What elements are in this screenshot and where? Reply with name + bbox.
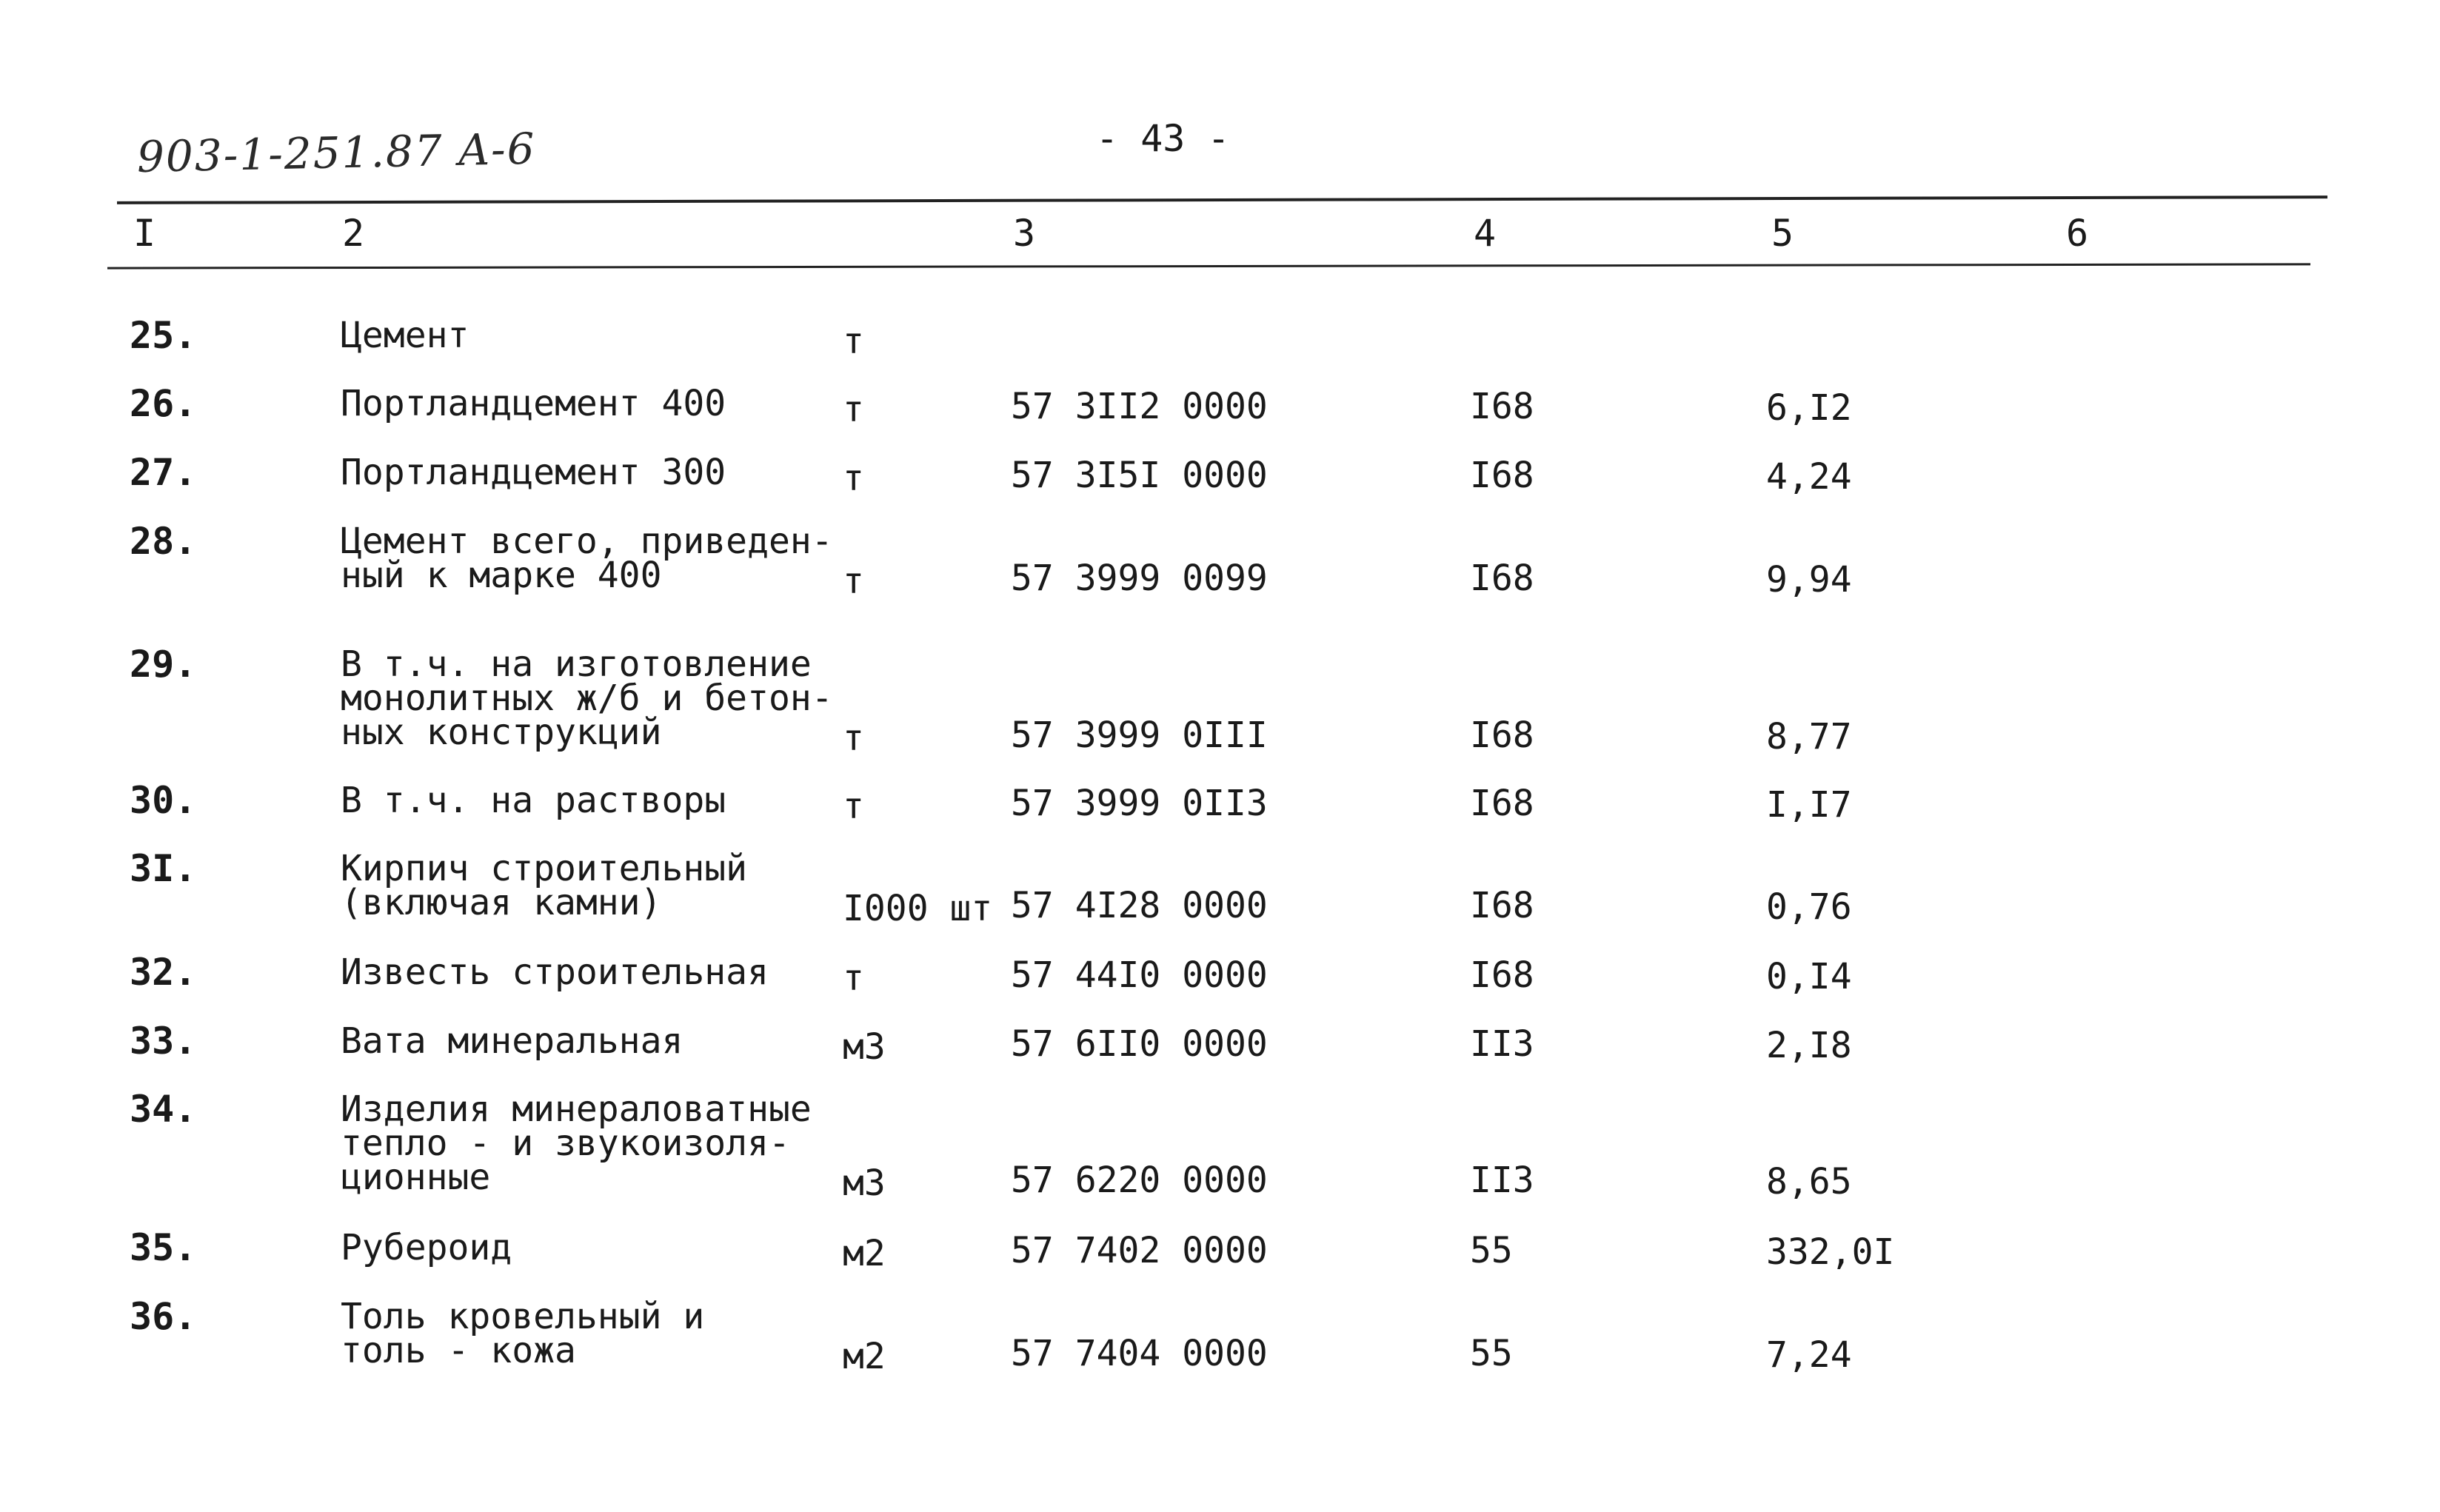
material-name — [341, 848, 748, 923]
column-4-value: II3 — [1470, 1160, 1534, 1201]
unit-of-measure: т — [843, 717, 864, 759]
row-number: 34. — [130, 1088, 197, 1131]
product-code: 57 7402 0000 — [1011, 1230, 1268, 1271]
material-name — [341, 1296, 705, 1371]
product-code: 57 3999 0III — [1011, 715, 1268, 756]
column-5-value: I,I7 — [1766, 784, 1852, 826]
column-4-value: I68 — [1470, 715, 1534, 756]
row-number: 32. — [130, 951, 197, 994]
column-header-4: 4 — [1474, 212, 1497, 255]
unit-of-measure: I000 шт — [843, 888, 993, 929]
column-4-value: II3 — [1470, 1023, 1534, 1065]
row-number: 33. — [130, 1020, 197, 1063]
product-code: 57 6220 0000 — [1011, 1160, 1268, 1201]
product-code: 57 3999 0099 — [1011, 558, 1268, 599]
row-number: 30. — [130, 779, 197, 822]
column-4-value: I68 — [1470, 455, 1534, 496]
unit-of-measure: т — [843, 458, 864, 499]
row-number: 25. — [130, 314, 197, 357]
material-name-line: монолитных ж/б и бетон- — [341, 678, 833, 719]
page-number: - 43 - — [1096, 117, 1230, 160]
column-4-value: 55 — [1470, 1333, 1513, 1374]
material-name — [341, 1227, 512, 1268]
column-4-value: I68 — [1470, 783, 1534, 824]
product-code: 57 44I0 0000 — [1011, 954, 1268, 996]
unit-of-measure: т — [843, 321, 864, 362]
material-name — [341, 951, 769, 993]
material-name-line: Цемент — [341, 315, 469, 356]
column-5-value: 7,24 — [1766, 1334, 1852, 1376]
product-code: 57 3I5I 0000 — [1011, 455, 1268, 496]
column-header-6: 6 — [2066, 212, 2089, 255]
material-name-line: Вата минеральная — [341, 1020, 683, 1062]
unit-of-measure: т — [843, 957, 864, 999]
material-name-line: толь - кожа — [341, 1330, 576, 1371]
handwritten-reference: 903-1-251.87 A-6 — [136, 123, 537, 182]
row-number: 29. — [130, 643, 197, 686]
unit-of-measure: т — [843, 786, 864, 827]
product-code: 57 7404 0000 — [1011, 1333, 1268, 1374]
product-code: 57 3999 0II3 — [1011, 783, 1268, 824]
column-4-value: I68 — [1470, 386, 1534, 427]
material-name-line: ционные — [341, 1157, 491, 1198]
material-name — [341, 1088, 812, 1198]
column-5-value: 0,I4 — [1766, 956, 1852, 997]
unit-of-measure: м3 — [843, 1163, 886, 1204]
column-5-value: 9,94 — [1766, 559, 1852, 601]
material-name-line: Портландцемент 400 — [341, 383, 726, 424]
unit-of-measure: т — [843, 389, 864, 430]
row-number: 26. — [130, 382, 197, 425]
row-number: 36. — [130, 1295, 197, 1338]
unit-of-measure: м3 — [843, 1026, 886, 1068]
material-name-line: Изделия минераловатные — [341, 1088, 812, 1130]
column-header-5: 5 — [1771, 212, 1794, 255]
column-4-value: I68 — [1470, 954, 1534, 996]
material-name-line: Цемент всего, приведен- — [341, 521, 833, 562]
row-number: 3I. — [130, 847, 197, 890]
table-top-rule — [117, 195, 2327, 204]
material-name — [341, 521, 833, 596]
material-name-line: В т.ч. на растворы — [341, 780, 726, 821]
unit-of-measure: т — [843, 561, 864, 602]
product-code: 57 3II2 0000 — [1011, 386, 1268, 427]
material-name-line: В т.ч. на изготовление — [341, 643, 812, 685]
material-name-line: ный к марке 400 — [341, 555, 662, 596]
material-name-line: (включая камни) — [341, 882, 662, 923]
column-5-value: 6,I2 — [1766, 387, 1852, 429]
product-code: 57 4I28 0000 — [1011, 885, 1268, 926]
row-number: 35. — [130, 1226, 197, 1269]
column-header-2: 2 — [342, 212, 365, 255]
product-code: 57 6II0 0000 — [1011, 1023, 1268, 1065]
material-name-line: ных конструкций — [341, 712, 662, 753]
material-name — [341, 315, 469, 356]
column-5-value: 8,65 — [1766, 1161, 1852, 1202]
column-5-value: 4,24 — [1766, 456, 1852, 498]
material-name-line: тепло - и звукоизоля- — [341, 1123, 790, 1164]
column-5-value: 0,76 — [1766, 886, 1852, 928]
column-5-value: 2,I8 — [1766, 1025, 1852, 1066]
material-name-line: Портландцемент 300 — [341, 452, 726, 493]
column-5-value: 8,77 — [1766, 716, 1852, 757]
material-name — [341, 383, 726, 424]
material-name — [341, 780, 726, 821]
material-name — [341, 643, 833, 753]
row-number: 28. — [130, 520, 197, 563]
column-4-value: I68 — [1470, 885, 1534, 926]
unit-of-measure: м2 — [843, 1233, 886, 1274]
column-5-value: 332,0I — [1766, 1231, 1895, 1273]
column-4-value: I68 — [1470, 558, 1534, 599]
material-name — [341, 1020, 683, 1062]
column-header-3: 3 — [1013, 212, 1036, 255]
material-name-line: Кирпич строительный — [341, 848, 748, 889]
header-bottom-rule — [107, 263, 2310, 269]
material-name-line: Толь кровельный и — [341, 1296, 705, 1337]
material-name-line: Известь строительная — [341, 951, 769, 993]
material-name-line: Рубероид — [341, 1227, 512, 1268]
column-4-value: 55 — [1470, 1230, 1513, 1271]
material-name — [341, 452, 726, 493]
column-header-1: I — [133, 212, 156, 255]
unit-of-measure: м2 — [843, 1336, 886, 1377]
row-number: 27. — [130, 451, 197, 494]
